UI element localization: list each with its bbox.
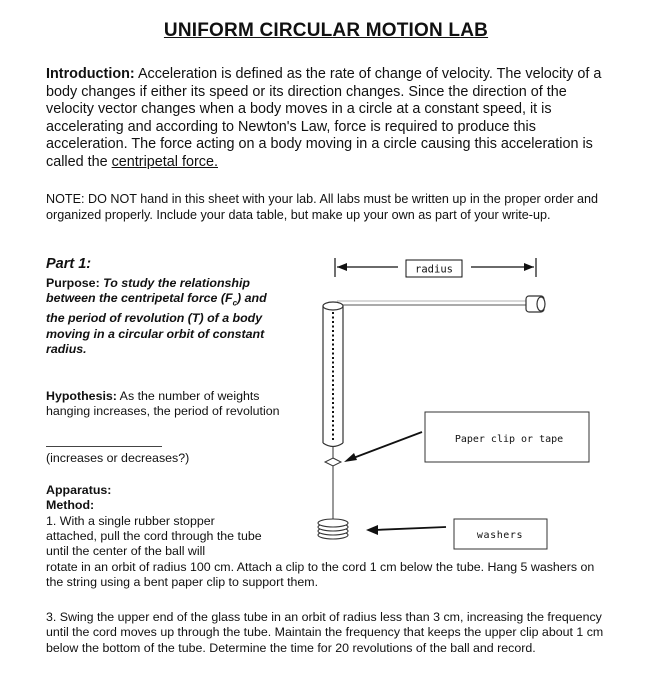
purpose-label: Purpose:: [46, 276, 100, 290]
paper-clip-arrow: [344, 432, 422, 462]
rubber-stopper: [526, 296, 545, 312]
centripetal-force-term: centripetal force.: [111, 153, 218, 170]
paper-clip-marker: [325, 458, 341, 466]
force-subscript: c: [232, 298, 238, 308]
page-title: UNIFORM CIRCULAR MOTION LAB: [163, 20, 489, 41]
introduction-text: Acceleration is defined as the rate of change of velocity. The velocity of a body changes if either its speed or its direction changes. Since the direction of the velocity vector changes when a body moves in a circle at a constant speed, it is accelerating and according to Newton's Law, force is required to produce this acceleration. The force acting on a body moving in a circle causing this acceleration is called the: [46, 66, 602, 170]
method-step-1-start: 1. With a single rubber stopper attached, pull the cord through the tube until the center of the ball will: [46, 514, 262, 559]
hypothesis-text: As the number of weights hanging increases, the period of revolution: [46, 389, 280, 419]
method-step-1-end: rotate in an orbit of radius 100 cm. Attach a clip to the cord 1 cm below the tube. Hang 5 washers on the string using a bent paper clip to support them.: [46, 559, 595, 589]
introduction-label: Introduction:: [46, 66, 135, 82]
part1-heading: Part 1:: [46, 256, 92, 272]
washers-arrow: [366, 525, 446, 535]
hypothesis-choice: (increases or decreases?): [46, 451, 190, 465]
hypothesis-label: Hypothesis:: [46, 389, 117, 403]
radius-label: radius: [415, 263, 453, 276]
method-heading: Method:: [46, 498, 95, 512]
washers-label: washers: [476, 530, 524, 541]
purpose-text-end: ) and the period of revolution (T) of a body moving in a circular orbit of constant radius.: [46, 291, 267, 357]
glass-tube: [323, 302, 343, 447]
purpose-text-start: To study the relationship between the centripetal force (F: [46, 276, 251, 306]
paper-clip-label: Paper clip or tape: [454, 434, 564, 445]
method-step-3: 3. Swing the upper end of the glass tube in an orbit of radius less than 3 cm, increasing the frequency until the cord moves up through the tube. Maintain the frequency that keeps the upper clip about 1 cm below the bottom of the tube. Determine the time for 20 revolutions of the ball and record.: [46, 610, 604, 655]
apparatus-heading: Apparatus:: [46, 483, 112, 497]
washers-stack: [318, 519, 348, 539]
note-paragraph: NOTE: DO NOT hand in this sheet with your lab. All labs must be written up in the proper order and organized properly. Include your data table, but make up your own as part of your write-up.: [46, 192, 599, 222]
